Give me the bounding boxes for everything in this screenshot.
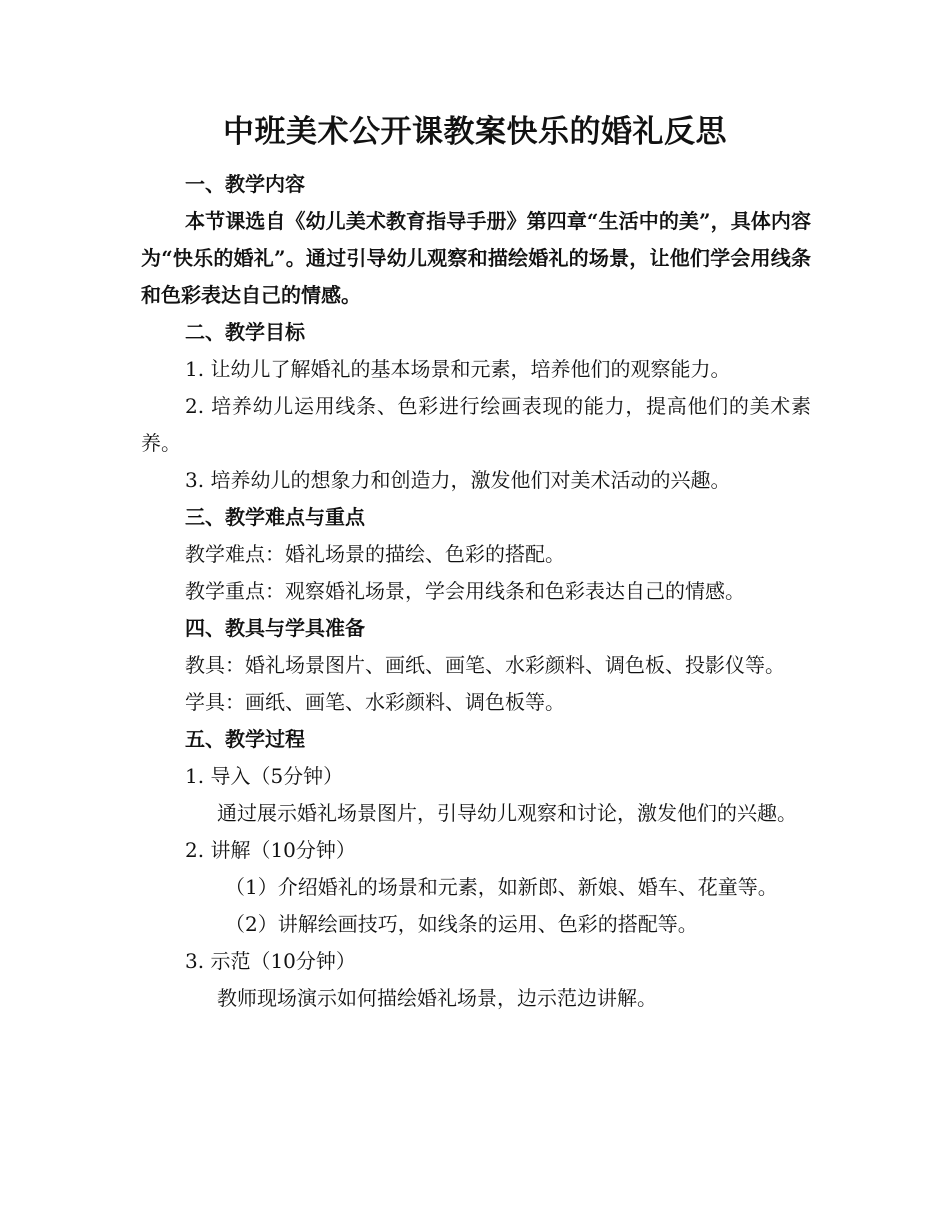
section-heading-difficulty-key: 三、教学难点与重点 [185,505,365,529]
section-heading-teaching-content: 一、教学内容 [185,172,305,196]
step-1-body: 通过展示婚礼场景图片，引导幼儿观察和讨论，激发他们的兴趣。 [217,801,797,825]
teacher-tools: 教具：婚礼场景图片、画纸、画笔、水彩颜料、调色板、投影仪等。 [185,653,785,677]
document-body [141,166,811,1017]
teaching-content-paragraph: 本节课选自《幼儿美术教育指导手册》第四章“生活中的美”，具体内容为“快乐的婚礼”。通过引导幼儿观察和描绘婚礼的场景，让他们学会用线条和色彩表达自己的情感。 [141,209,811,307]
goal-item-2: 2. 培养幼儿运用线条、色彩进行绘画表现的能力，提高他们的美术素养。 [141,394,811,455]
goal-item-1: 1. 让幼儿了解婚礼的基本场景和元素，培养他们的观察能力。 [185,357,731,381]
teaching-key-point: 教学重点：观察婚礼场景，学会用线条和色彩表达自己的情感。 [185,579,745,603]
step-2-title: 2. 讲解（10分钟） [185,838,356,862]
step-2-point-1: （1）介绍婚礼的场景和元素，如新郎、新娘、婚车、花童等。 [225,875,778,899]
document-title: 中班美术公开课教案快乐的婚礼反思 [223,114,727,150]
step-3-title: 3. 示范（10分钟） [185,949,356,973]
section-heading-materials: 四、教具与学具准备 [185,616,365,640]
step-1-title: 1. 导入（5分钟） [185,764,344,788]
step-2-point-2: （2）讲解绘画技巧，如线条的运用、色彩的搭配等。 [225,912,698,936]
section-heading-teaching-goals: 二、教学目标 [185,320,305,344]
teaching-difficulty: 教学难点：婚礼场景的描绘、色彩的搭配。 [185,542,565,566]
section-heading-teaching-process: 五、教学过程 [185,727,305,751]
goal-item-3: 3. 培养幼儿的想象力和创造力，激发他们对美术活动的兴趣。 [185,468,731,492]
step-3-body: 教师现场演示如何描绘婚礼场景，边示范边讲解。 [217,986,657,1010]
student-tools: 学具：画纸、画笔、水彩颜料、调色板等。 [185,690,565,714]
